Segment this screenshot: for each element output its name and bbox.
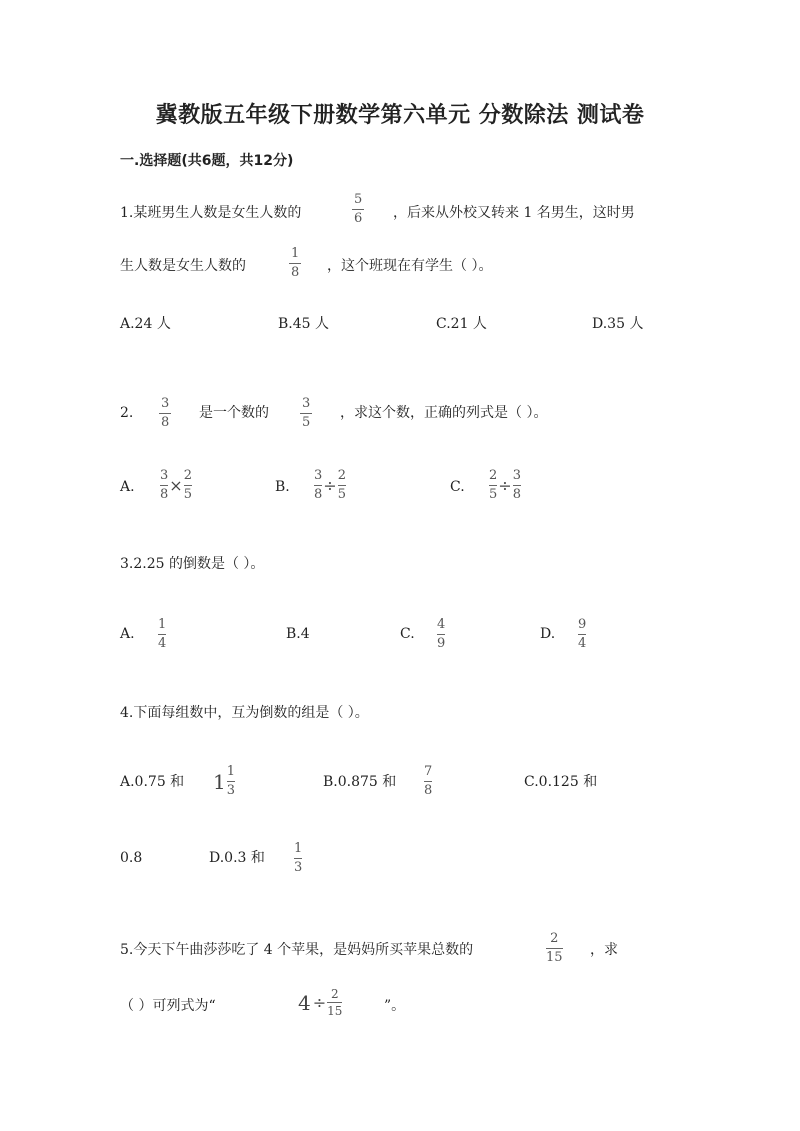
section-heading: 一.选择题(共6题，共12分) (120, 153, 294, 169)
q2-frac2-num: 3 (302, 396, 311, 411)
q5-expr-den: 15 (327, 1004, 343, 1018)
q1-fraction-2 (289, 247, 301, 280)
divide-sign: ÷ (498, 476, 512, 495)
q2-option-b-label[interactable]: B. (275, 479, 290, 495)
q3-a-num: 1 (158, 617, 167, 632)
q1-frac1-den: 6 (354, 211, 363, 226)
q1-option-b[interactable]: B.45 人 (278, 316, 330, 332)
q5-text-c: （ ）可列式为“ (120, 998, 216, 1014)
q1-fraction-1 (352, 193, 364, 226)
q5-text-a: 5.今天下午曲莎莎吃了 4 个苹果，是妈妈所买苹果总数的 (120, 942, 474, 958)
q1-text-a: 1.某班男生人数是女生人数的 (120, 205, 302, 221)
q1-text-c: 生人数是女生人数的 (120, 258, 246, 274)
q3-text: 3.2.25 的倒数是（ ）。 (120, 556, 265, 572)
q1-option-a[interactable]: A.24 人 (120, 316, 171, 332)
q5-fraction (546, 932, 563, 965)
q2-option-b-expression[interactable] (314, 469, 346, 502)
q3-option-c-label[interactable]: C. (400, 626, 415, 642)
q3-c-num: 4 (437, 617, 446, 632)
q3-c-den: 9 (437, 636, 446, 651)
q2-c-n1: 2 (489, 468, 498, 483)
multiply-sign: × (169, 476, 183, 495)
q1-frac2-num: 1 (291, 246, 300, 261)
page-title: 冀教版五年级下册数学第六单元 分数除法 测试卷 (155, 103, 645, 128)
q1-text-d: ，这个班现在有学生（ ）。 (327, 258, 493, 274)
q2-frac1-den: 8 (161, 415, 170, 430)
q2-c-d2: 8 (512, 487, 521, 502)
q5-expr-whole: 4 (298, 990, 311, 1015)
divide-sign: ÷ (312, 993, 327, 1012)
q4-a-whole: 1 (213, 769, 226, 794)
q4-d-den: 3 (294, 860, 303, 875)
q2-option-a-expression[interactable] (160, 469, 192, 502)
q4-option-b-label[interactable]: B.0.875 和 (323, 774, 397, 790)
q3-option-a-label[interactable]: A. (120, 626, 135, 642)
q5-expression (298, 988, 342, 1017)
q2-a-d1: 8 (160, 487, 169, 502)
q2-text-b: 是一个数的 (199, 405, 269, 421)
q4-option-c-label[interactable]: C.0.125 和 (524, 774, 598, 790)
q4-option-a-label[interactable]: A.0.75 和 (120, 774, 185, 790)
q5-text-d: ”。 (384, 998, 406, 1014)
q5-frac-den: 15 (546, 950, 563, 965)
q4-a-den: 3 (226, 783, 236, 798)
q2-frac1-num: 3 (161, 396, 170, 411)
q2-c-n2: 3 (512, 468, 521, 483)
q2-a-d2: 5 (183, 487, 192, 502)
q3-option-c-fraction[interactable] (437, 618, 445, 651)
q2-option-a-label[interactable]: A. (120, 479, 135, 495)
q2-text-c: ，求这个数，正确的列式是（ ）。 (340, 405, 548, 421)
q1-option-d[interactable]: D.35 人 (592, 316, 644, 332)
q4-option-d-fraction[interactable] (294, 842, 302, 875)
q4-option-a-mixed-number[interactable] (213, 765, 235, 798)
q1-frac2-den: 8 (291, 265, 300, 280)
q2-number: 2. (120, 405, 134, 421)
q2-option-c-label[interactable]: C. (450, 479, 465, 495)
q4-d-num: 1 (294, 841, 303, 856)
q4-b-den: 8 (424, 783, 433, 798)
q4-option-b-fraction[interactable] (424, 765, 432, 798)
q2-frac2-den: 5 (302, 415, 311, 430)
q3-d-den: 4 (578, 636, 587, 651)
q4-text: 4.下面每组数中，互为倒数的组是（ ）。 (120, 705, 369, 721)
divide-sign: ÷ (323, 476, 337, 495)
q3-option-d-label[interactable]: D. (540, 626, 556, 642)
q3-d-num: 9 (578, 617, 587, 632)
q4-a-num: 1 (226, 764, 236, 779)
q2-fraction-2 (300, 397, 312, 430)
q1-frac1-num: 5 (354, 192, 363, 207)
q5-expr-num: 2 (330, 987, 339, 1001)
q3-a-den: 4 (158, 636, 167, 651)
q3-option-d-fraction[interactable] (578, 618, 586, 651)
q2-fraction-1 (159, 397, 171, 430)
q4-b-num: 7 (424, 764, 433, 779)
q5-text-b: ，求 (590, 942, 618, 958)
q2-b-d1: 8 (314, 487, 323, 502)
q1-text-b: ，后来从外校又转来 1 名男生，这时男 (393, 205, 635, 221)
q2-c-d1: 5 (489, 487, 498, 502)
q4-option-c-continued: 0.8 (120, 850, 143, 866)
q3-option-a-fraction[interactable] (158, 618, 166, 651)
q2-a-n2: 2 (183, 468, 192, 483)
q5-frac-num: 2 (550, 931, 559, 946)
q2-b-d2: 5 (337, 487, 346, 502)
q4-option-d-label[interactable]: D.0.3 和 (209, 850, 265, 866)
q2-b-n1: 3 (314, 468, 323, 483)
q2-b-n2: 2 (337, 468, 346, 483)
q3-option-b[interactable]: B.4 (286, 626, 310, 642)
q2-a-n1: 3 (160, 468, 169, 483)
q1-option-c[interactable]: C.21 人 (436, 316, 487, 332)
q2-option-c-expression[interactable] (489, 469, 521, 502)
